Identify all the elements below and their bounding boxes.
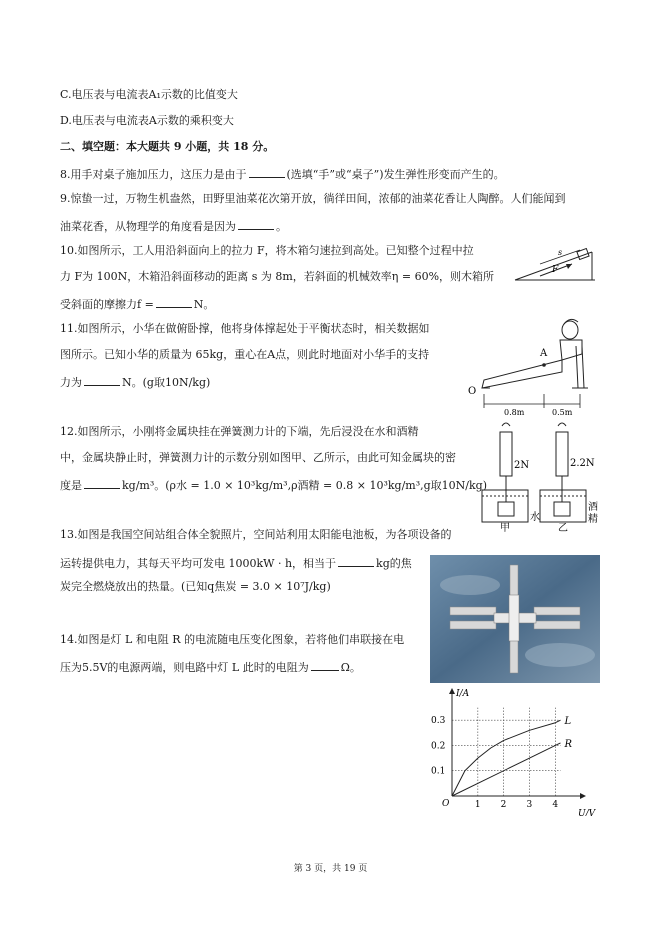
y-tick-label: 0.2 [431,741,446,752]
distance-label-0-8m: 0.8m [504,408,525,416]
section-title: 二、填空题：本大题共 9 小题，共 18 分。 [60,140,275,153]
space-station-photo [430,555,600,683]
question-9-line1: 9.惊蛰一过，万物生机盎然，田野里油菜花次第开放，徜徉田间，浓郁的油菜花香让人陶醉。人们能闻到 [60,192,566,205]
iu-chart [428,688,604,816]
series-line-R [452,743,561,796]
question-14-line1: 14.如图是灯 L 和电阻 R 的电流随电压变化图象，若将他们串联接在电 [60,633,405,646]
answer-blank [249,166,285,178]
distance-label-0-5m: 0.5m [552,408,573,416]
pushup-figure [464,316,594,416]
page-footer: 第 3 页，共 19 页 [293,864,368,874]
label-yi: 乙 [558,523,568,532]
y-axis-label: I/A [456,689,470,699]
question-12-line2: 中，金属块静止时，弹簧测力计的示数分别如图甲、乙所示，由此可知金属块的密 [60,451,456,464]
y-tick-label: 0.1 [431,766,446,777]
label-jia: 甲 [500,523,510,532]
question-10-line3: 受斜面的摩擦力f = N。 [60,298,215,311]
series-line-L [452,720,561,796]
question-12-line1: 12.如图所示，小刚将金属块挂在弹簧测力计的下端，先后浸没在水和酒精 [60,425,419,438]
question-13-line2: 运转提供电力，其每天平均可发电 1000kW · h，相当于 kg的焦 [60,557,412,570]
label-alcohol-2: 精 [588,514,598,525]
question-14-line2: 压为5.5V的电源两端，则电路中灯 L 此时的电阻为 Ω。 [60,661,361,674]
y-axis-arrow [449,688,455,694]
question-11-line2: 图所示。已知小华的质量为 65kg，重心在A点，则此时地面对小华手的支持 [60,348,430,361]
answer-blank [156,296,192,308]
question-10-line1: 10.如图所示，工人用沿斜面向上的拉力 F，将木箱匀速拉到高处。已知整个过程中拉 [60,244,474,257]
answer-blank [84,374,120,386]
force-label: F [552,265,559,275]
series-label-R: R [564,738,573,750]
reading-jia: 2N [514,460,530,471]
incline-figure [510,244,600,286]
answer-blank [84,477,120,489]
question-13-line3: 炭完全燃烧放出的热量。(已知q焦炭 = 3.0 × 10⁷J/kg) [60,580,331,593]
option-c: C.电压表与电流表A₁示数的比值变大 [60,88,238,101]
question-12-line3: 度是 kg/m³。(ρ水 = 1.0 × 10³kg/m³,ρ酒精 = 0.8 × 10³kg/m³,g取10N/kg) [60,479,487,492]
question-9-line2: 油菜花香，从物理学的角度看是因为 。 [60,220,287,233]
x-tick-label: 4 [552,800,559,810]
answer-blank [311,659,339,671]
x-axis-arrow [580,793,586,799]
spring-scale-figure [478,420,608,532]
answer-blank [338,555,374,567]
y-tick-label: 0.3 [431,716,446,727]
question-11-line3: 力为 N。(g取10N/kg) [60,376,211,389]
distance-label: s [558,248,563,257]
point-o-label: O [468,386,477,397]
question-10-line2: 力 F为 100N，木箱沿斜面移动的距离 s 为 8m，若斜面的机械效率η = 60%，则木箱所 [60,270,495,283]
series-label-L: L [564,716,572,728]
x-axis-label: U/V [578,809,596,816]
origin-label: O [442,799,450,809]
label-alcohol-1: 酒 [588,502,598,513]
option-d: D.电压表与电流表A示数的乘积变大 [60,114,234,127]
question-13-line1: 13.如图是我国空间站组合体全貌照片，空间站利用太阳能电池板，为各项设备的 [60,528,452,541]
reading-yi: 2.2N [570,458,595,469]
answer-blank [238,218,274,230]
question-8: 8.用手对桌子施加压力，这压力是由于 (选填“手”或“桌子”)发生弹性形变而产生的。 [60,168,505,181]
point-a-label: A [540,348,548,359]
question-11-line1: 11.如图所示，小华在做俯卧撑，他将身体撑起处于平衡状态时，相关数据如 [60,322,430,335]
x-tick-label: 2 [500,800,507,810]
x-tick-label: 1 [474,800,481,810]
x-tick-label: 3 [526,800,533,810]
label-water: 水 [530,512,540,523]
